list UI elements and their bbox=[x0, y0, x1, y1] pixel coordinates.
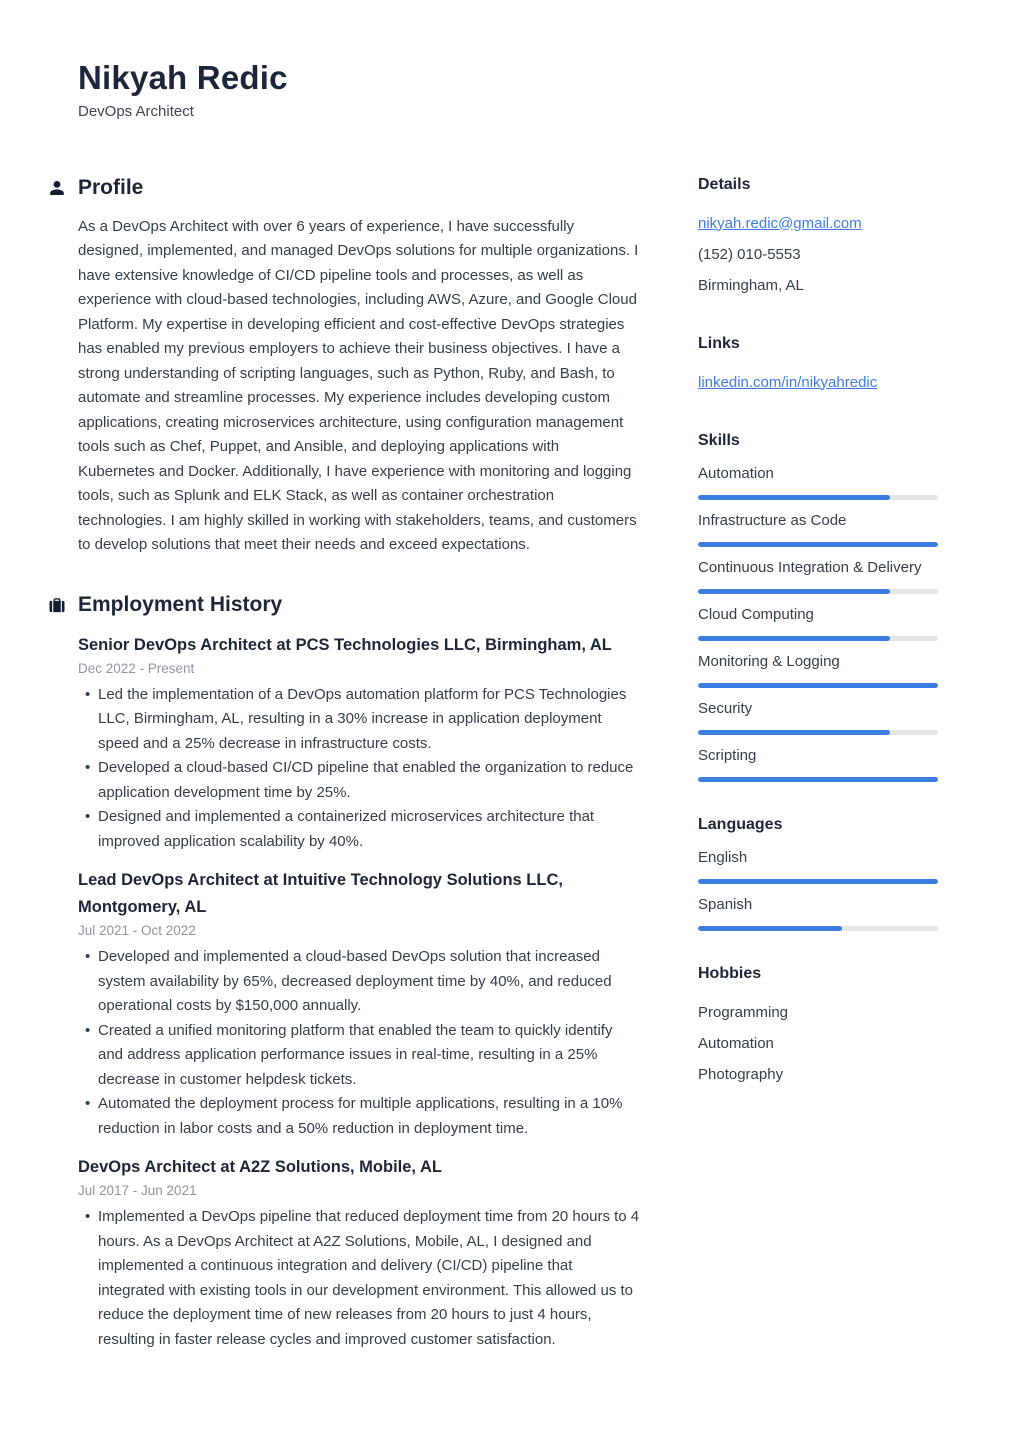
bullet-dot: • bbox=[85, 685, 91, 703]
skill-meter-fill bbox=[698, 683, 938, 688]
person-icon bbox=[48, 179, 66, 197]
job-entry bbox=[78, 867, 640, 1141]
job-bullet-list bbox=[78, 683, 640, 855]
sidebar-column bbox=[698, 176, 938, 1353]
skill-meter-fill bbox=[698, 495, 890, 500]
employment-section-header bbox=[48, 593, 640, 617]
location-text: Birmingham, AL bbox=[698, 276, 804, 294]
details-heading: Details bbox=[698, 175, 751, 193]
job-title: DevOps Architect at A2Z Solutions, Mobile, AL bbox=[78, 1158, 442, 1177]
hobbies-heading: Hobbies bbox=[698, 964, 762, 982]
content-columns bbox=[0, 176, 1024, 1353]
job-bullet: • Created a unified monitoring platform that enabled the team to quickly identify and address application performance issues in real-time, resulting in a 25% decrease in customer helpdesk tickets. bbox=[78, 1019, 640, 1093]
skill-meter-fill bbox=[698, 542, 938, 547]
job-dates: Dec 2022 - Present bbox=[78, 660, 195, 676]
job-bullet: • Automated the deployment process for multiple applications, resulting in a 10% reduction in labor costs and a 50% reduction in deployment time. bbox=[78, 1092, 640, 1141]
skill-meter-fill bbox=[698, 730, 890, 735]
linkedin-link[interactable]: linkedin.com/in/nikyahredic bbox=[698, 373, 878, 391]
languages-section bbox=[698, 816, 938, 931]
skill-label: Security bbox=[698, 699, 753, 717]
language-item bbox=[698, 895, 938, 931]
language-label: English bbox=[698, 848, 748, 866]
language-meter-track bbox=[698, 879, 938, 884]
language-meter-fill bbox=[698, 926, 842, 931]
skill-meter-track bbox=[698, 683, 938, 688]
skill-label: Automation bbox=[698, 464, 774, 482]
skill-item bbox=[698, 464, 938, 500]
job-bullet: • Developed a cloud-based CI/CD pipeline that enabled the organization to reduce application development time by 25%. bbox=[78, 756, 640, 805]
phone-number: (152) 010-5553 bbox=[698, 245, 801, 263]
links-section bbox=[698, 335, 938, 398]
job-title: Senior DevOps Architect at PCS Technologies LLC, Birmingham, AL bbox=[78, 635, 612, 654]
profile-text: As a DevOps Architect with over 6 years of experience, I have successfully designed, implemented, and managed DevOps solutions for multiple organizations. I have extensive knowledge of CI/CD pipeline tools and processes, as well as experience with cloud-based technologies, including AWS, Azure, and Google Cloud Platform. My expertise in developing efficient and cost-effective DevOps strategies has enabled my previous employers to achieve their business objectives. I have a strong understanding of scripting languages, such as Python, Ruby, and Bash, to automate and streamline processes. My experience includes developing custom applications, creating microservices architecture, using configuration management tools such as Chef, Puppet, and Ansible, and deploying applications with Kubernetes and Docker. Additionally, I have experience with monitoring and logging tools, such as Splunk and ELK Stack, as well as container orchestration technologies. I am highly skilled in working with stakeholders, teams, and customers to develop solutions that meet their needs and exceed expectations. bbox=[78, 217, 639, 554]
profile-section-header bbox=[48, 176, 640, 200]
skills-heading: Skills bbox=[698, 431, 740, 449]
languages-heading: Languages bbox=[698, 815, 783, 833]
job-bullet-list bbox=[78, 1205, 640, 1352]
bullet-dot: • bbox=[85, 1021, 91, 1039]
bullet-dot: • bbox=[85, 948, 91, 966]
hobby-item: Photography bbox=[698, 1065, 784, 1083]
hobby-item: Automation bbox=[698, 1034, 774, 1052]
email-link[interactable]: nikyah.redic@gmail.com bbox=[698, 214, 862, 232]
skill-meter-track bbox=[698, 636, 938, 641]
profile-section bbox=[48, 176, 640, 558]
skill-meter-track bbox=[698, 495, 938, 500]
bullet-dot: • bbox=[85, 808, 91, 826]
skill-label: Continuous Integration & Delivery bbox=[698, 558, 922, 576]
bullet-dot: • bbox=[85, 759, 91, 777]
hobbies-section bbox=[698, 965, 938, 1090]
skill-item bbox=[698, 652, 938, 688]
skill-item bbox=[698, 558, 938, 594]
job-entry bbox=[78, 1154, 640, 1352]
skill-item bbox=[698, 511, 938, 547]
job-bullet-list bbox=[78, 945, 640, 1141]
skill-meter-track bbox=[698, 777, 938, 782]
briefcase-icon bbox=[48, 596, 66, 614]
job-bullet: • Led the implementation of a DevOps automation platform for PCS Technologies LLC, Birmingham, AL, resulting in a 30% increase in application deployment speed and a 25% decrease in infrastructure costs. bbox=[78, 683, 640, 757]
employment-section bbox=[48, 593, 640, 1353]
skill-label: Infrastructure as Code bbox=[698, 511, 847, 529]
skill-meter-track bbox=[698, 542, 938, 547]
job-bullet: • Implemented a DevOps pipeline that reduced deployment time from 20 hours to 4 hours. As a DevOps Architect at A2Z Solutions, Mobile, AL, I designed and implemented a continuous integration and delivery (CI/CD) pipeline that integrated with existing tools in our development environment. This allowed us to reduce the deployment time of new releases from 20 hours to just 4 hours, resulting in faster release cycles and improved customer satisfaction. bbox=[78, 1205, 640, 1352]
language-item bbox=[698, 848, 938, 884]
skill-meter-track bbox=[698, 589, 938, 594]
job-bullet: • Developed and implemented a cloud-based DevOps solution that increased system availability by 65%, decreased deployment time by 40%, and reduced operational costs by $150,000 annually. bbox=[78, 945, 640, 1019]
main-column bbox=[48, 176, 640, 1353]
skill-label: Monitoring & Logging bbox=[698, 652, 840, 670]
candidate-job-title: DevOps Architect bbox=[78, 102, 194, 120]
job-dates: Jul 2017 - Jun 2021 bbox=[78, 1183, 197, 1199]
skill-label: Cloud Computing bbox=[698, 605, 814, 623]
skill-meter-track bbox=[698, 730, 938, 735]
job-title: Lead DevOps Architect at Intuitive Technology Solutions LLC, Montgomery, AL bbox=[78, 871, 563, 917]
details-section bbox=[698, 176, 938, 301]
bullet-dot: • bbox=[85, 1095, 91, 1113]
job-bullet: • Designed and implemented a containerized microservices architecture that improved application scalability by 40%. bbox=[78, 805, 640, 854]
skill-meter-fill bbox=[698, 636, 890, 641]
skill-meter-fill bbox=[698, 589, 890, 594]
skill-meter-fill bbox=[698, 777, 938, 782]
hobby-item: Programming bbox=[698, 1003, 789, 1021]
skills-section bbox=[698, 432, 938, 782]
language-meter-track bbox=[698, 926, 938, 931]
job-dates: Jul 2021 - Oct 2022 bbox=[78, 923, 196, 939]
skill-label: Scripting bbox=[698, 746, 757, 764]
resume-header bbox=[0, 0, 1024, 120]
skill-item bbox=[698, 746, 938, 782]
bullet-dot: • bbox=[85, 1208, 91, 1226]
skill-item bbox=[698, 699, 938, 735]
candidate-name: Nikyah Redic bbox=[78, 59, 288, 96]
job-entry bbox=[78, 632, 640, 855]
employment-heading: Employment History bbox=[78, 592, 283, 616]
language-label: Spanish bbox=[698, 895, 753, 913]
language-meter-fill bbox=[698, 879, 938, 884]
skill-item bbox=[698, 605, 938, 641]
links-heading: Links bbox=[698, 334, 740, 352]
profile-heading: Profile bbox=[78, 175, 144, 199]
